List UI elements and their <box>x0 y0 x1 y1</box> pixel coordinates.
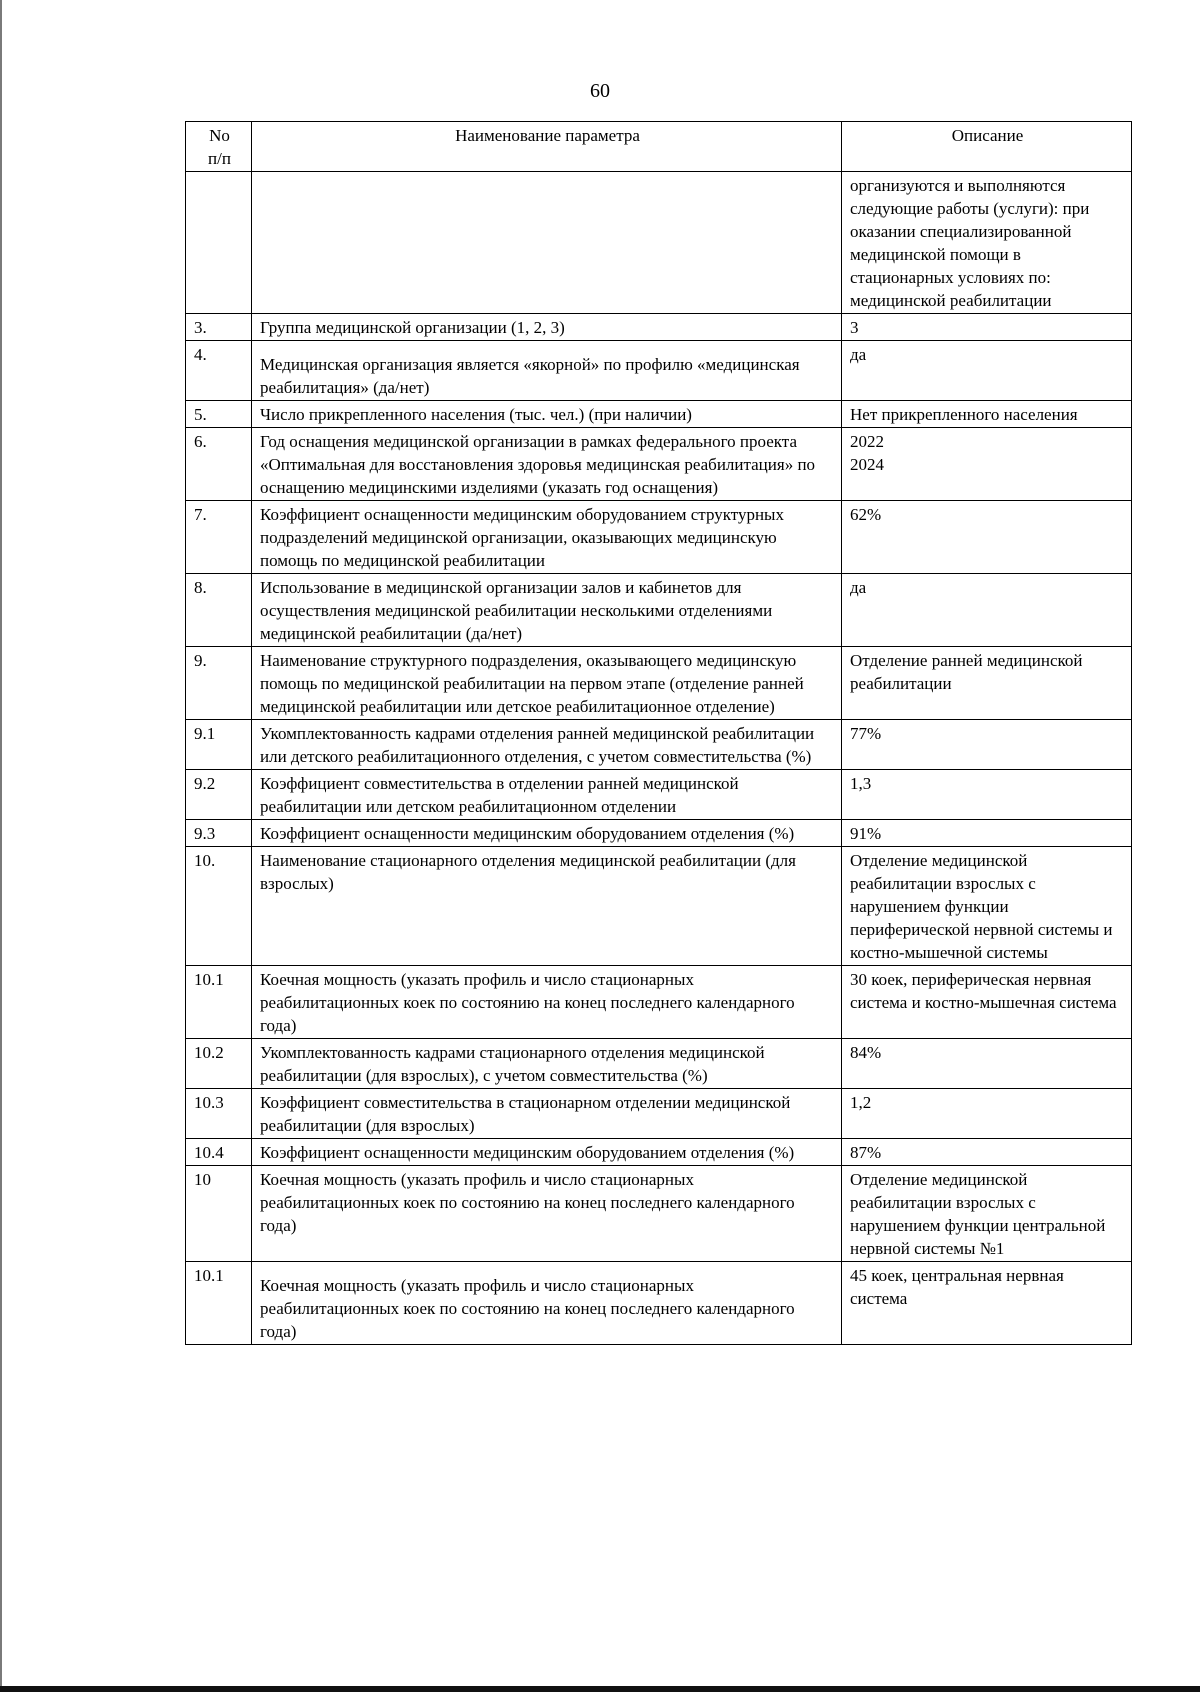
row-parameter-cell: Коэффициент оснащенности медицинским оборудованием структурных подразделений медицинской организации, оказывающих медицинскую помощь по медицинской реабилитации <box>252 501 842 574</box>
row-number-cell: 4. <box>186 341 252 401</box>
row-description-cell: Отделение медицинской реабилитации взрослых с нарушением функции периферической нервной системы и костно-мышечной системы <box>842 847 1132 966</box>
row-number-cell: 9.1 <box>186 720 252 770</box>
row-description-cell: да <box>842 574 1132 647</box>
row-parameter-cell: Использование в медицинской организации залов и кабинетов для осуществления медицинской реабилитации несколькими отделениями медицинской реабилитации (да/нет) <box>252 574 842 647</box>
row-parameter-cell: Коечная мощность (указать профиль и число стационарных реабилитационных коек по состоянию на конец последнего календарного года) <box>252 1166 842 1262</box>
table-row <box>186 314 1132 341</box>
row-description-cell: 2022 2024 <box>842 428 1132 501</box>
table-row <box>186 1166 1132 1262</box>
row-parameter-cell: Коэффициент оснащенности медицинским оборудованием отделения (%) <box>252 820 842 847</box>
page-number: 60 <box>590 80 610 102</box>
row-number-cell: 5. <box>186 401 252 428</box>
row-number-cell: 8. <box>186 574 252 647</box>
parameters-table <box>185 121 1132 1345</box>
row-parameter-cell: Медицинская организация является «якорной» по профилю «медицинская реабилитация» (да/нет) <box>252 341 842 401</box>
table-row <box>186 1039 1132 1089</box>
row-description-cell: 87% <box>842 1139 1132 1166</box>
row-parameter-cell: Коечная мощность (указать профиль и число стационарных реабилитационных коек по состоянию на конец последнего календарного года) <box>252 966 842 1039</box>
row-description-cell: 45 коек, центральная нервная система <box>842 1262 1132 1345</box>
row-description-cell: да <box>842 341 1132 401</box>
row-description-cell: 77% <box>842 720 1132 770</box>
row-number-cell: 10.3 <box>186 1089 252 1139</box>
row-parameter-cell: Коэффициент совместительства в отделении ранней медицинской реабилитации или детском реабилитационном отделении <box>252 770 842 820</box>
row-description-cell: Отделение ранней медицинской реабилитации <box>842 647 1132 720</box>
table-row <box>186 720 1132 770</box>
row-parameter-cell: Коэффициент совместительства в стационарном отделении медицинской реабилитации (для взрослых) <box>252 1089 842 1139</box>
header-description <box>842 122 1132 172</box>
row-number-cell: 10.1 <box>186 966 252 1039</box>
row-description-cell: Нет прикрепленного населения <box>842 401 1132 428</box>
header-parameter <box>252 122 842 172</box>
row-description-cell: Отделение медицинской реабилитации взрослых с нарушением функции центральной нервной системы №1 <box>842 1166 1132 1262</box>
row-description-cell: 84% <box>842 1039 1132 1089</box>
row-parameter-cell <box>252 172 842 314</box>
row-description-cell: 3 <box>842 314 1132 341</box>
row-number-cell: 10.1 <box>186 1262 252 1345</box>
row-parameter-cell: Коечная мощность (указать профиль и число стационарных реабилитационных коек по состоянию на конец последнего календарного года) <box>252 1262 842 1345</box>
row-number-cell: 3. <box>186 314 252 341</box>
row-number-cell: 10.2 <box>186 1039 252 1089</box>
row-parameter-cell: Год оснащения медицинской организации в рамках федерального проекта «Оптимальная для восстановления здоровья медицинская реабилитация» по оснащению медицинскими изделиями (указать год оснащения) <box>252 428 842 501</box>
row-number-cell: 9.3 <box>186 820 252 847</box>
table-row <box>186 820 1132 847</box>
header-number-label: No п/п <box>208 126 231 168</box>
row-number-cell: 10 <box>186 1166 252 1262</box>
row-parameter-cell: Наименование структурного подразделения, оказывающего медицинскую помощь по медицинской реабилитации на первом этапе (отделение ранней медицинской реабилитации или детское реабилитационное отделение) <box>252 647 842 720</box>
row-description-cell: 62% <box>842 501 1132 574</box>
row-parameter-cell: Число прикрепленного населения (тыс. чел.) (при наличии) <box>252 401 842 428</box>
scan-edge-left <box>0 0 2 1692</box>
row-number-cell: 9. <box>186 647 252 720</box>
table-row <box>186 1139 1132 1166</box>
row-description-cell: 1,2 <box>842 1089 1132 1139</box>
table-row <box>186 1262 1132 1345</box>
row-parameter-cell: Укомплектованность кадрами отделения ранней медицинской реабилитации или детского реабилитационного отделения, с учетом совместительства (%) <box>252 720 842 770</box>
table-row <box>186 647 1132 720</box>
header-parameter-label: Наименование параметра <box>455 126 640 145</box>
row-number-cell: 7. <box>186 501 252 574</box>
row-number-cell: 10. <box>186 847 252 966</box>
header-description-label: Описание <box>951 126 1024 145</box>
table-row <box>186 966 1132 1039</box>
row-description-cell: 1,3 <box>842 770 1132 820</box>
row-description-cell: 30 коек, периферическая нервная система и костно-мышечная система <box>842 966 1132 1039</box>
row-parameter-cell: Наименование стационарного отделения медицинской реабилитации (для взрослых) <box>252 847 842 966</box>
header-number <box>186 122 252 172</box>
row-number-cell <box>186 172 252 314</box>
row-parameter-cell: Укомплектованность кадрами стационарного отделения медицинской реабилитации (для взрослых), с учетом совместительства (%) <box>252 1039 842 1089</box>
row-number-cell: 6. <box>186 428 252 501</box>
table-row <box>186 847 1132 966</box>
table-row <box>186 172 1132 314</box>
table-row <box>186 770 1132 820</box>
row-number-cell: 9.2 <box>186 770 252 820</box>
row-number-cell: 10.4 <box>186 1139 252 1166</box>
table-header-row <box>186 122 1132 172</box>
table-row <box>186 401 1132 428</box>
table-row <box>186 501 1132 574</box>
row-parameter-cell: Группа медицинской организации (1, 2, 3) <box>252 314 842 341</box>
table-row <box>186 428 1132 501</box>
row-description-cell: организуются и выполняются следующие работы (услуги): при оказании специализированной медицинской помощи в стационарных условиях по: медицинской реабилитации <box>842 172 1132 314</box>
row-parameter-cell: Коэффициент оснащенности медицинским оборудованием отделения (%) <box>252 1139 842 1166</box>
scan-edge-bottom <box>0 1686 1200 1692</box>
table-row <box>186 1089 1132 1139</box>
table-row <box>186 574 1132 647</box>
table-row <box>186 341 1132 401</box>
row-description-cell: 91% <box>842 820 1132 847</box>
